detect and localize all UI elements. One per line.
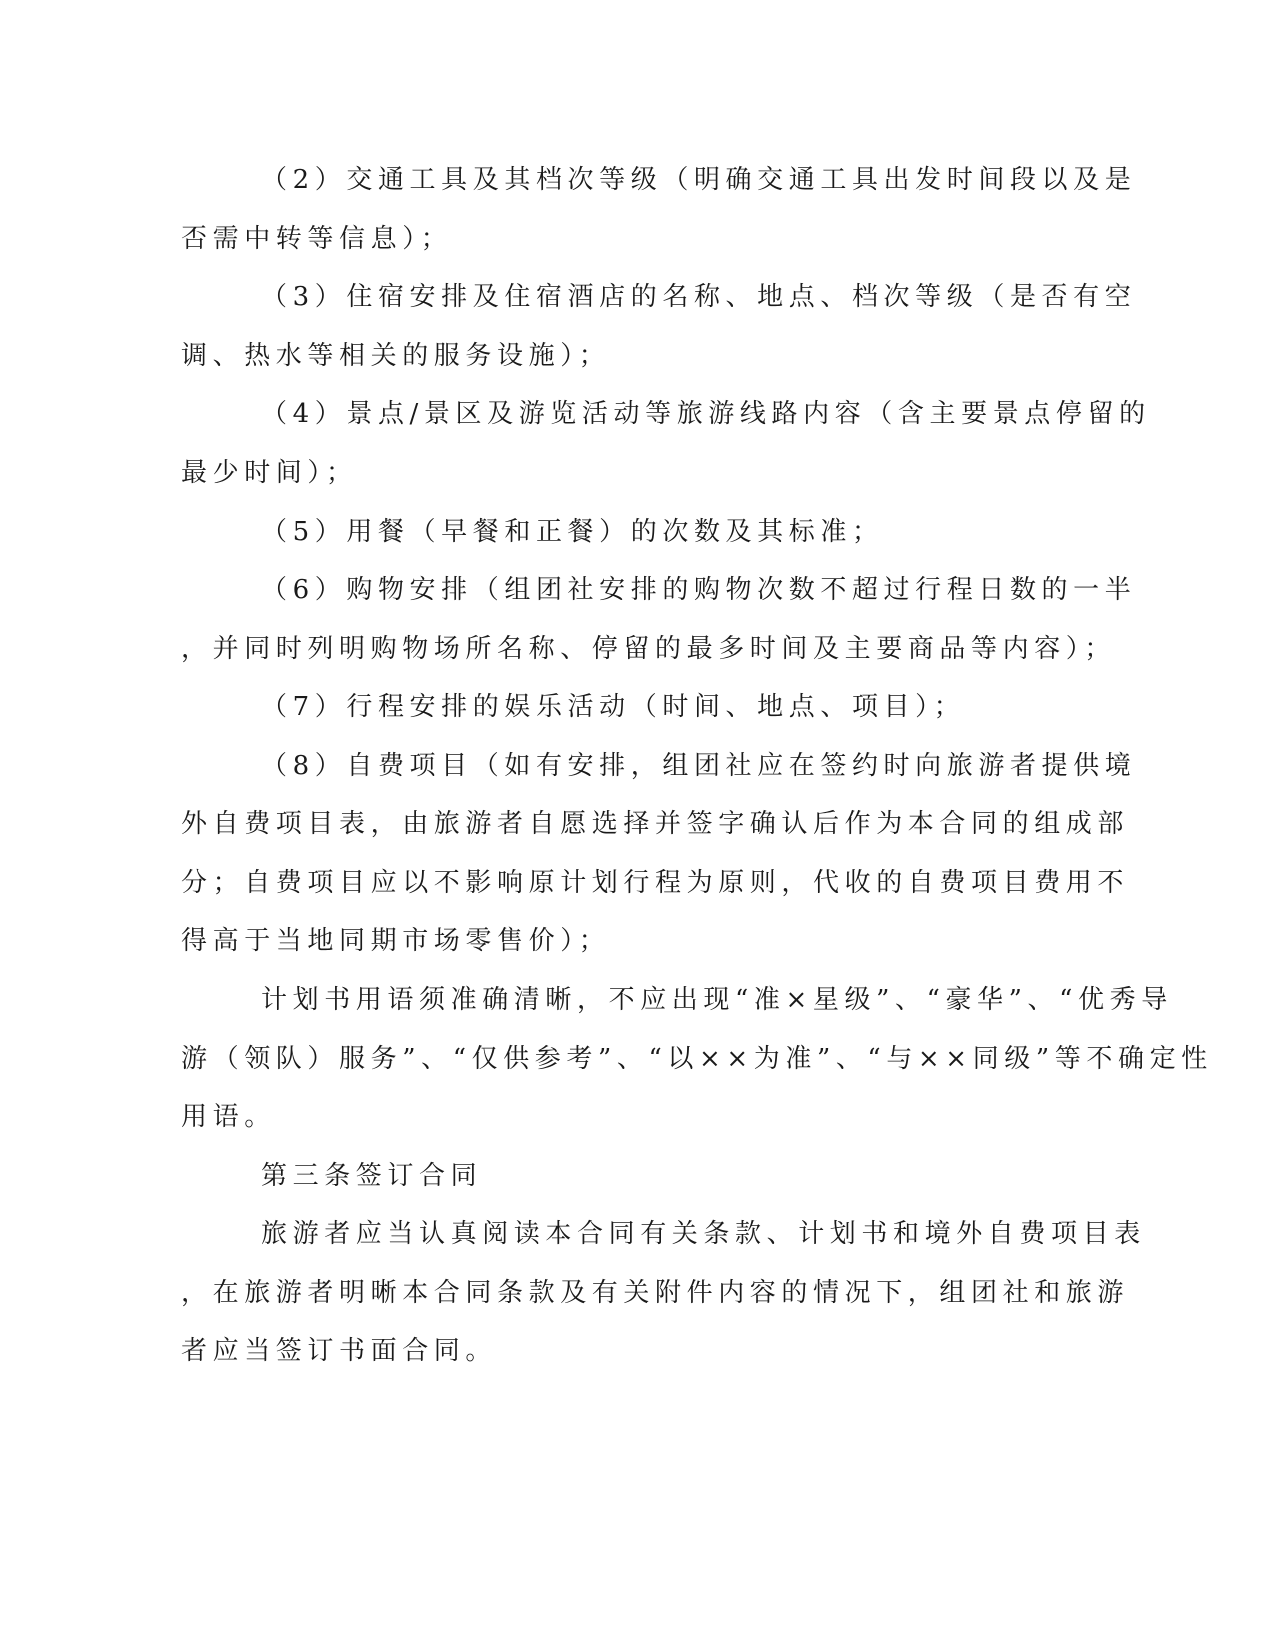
item-8-line-4: 得高于当地同期市场零售价）； [181, 926, 611, 956]
item-3-line-2: 调、热水等相关的服务设施）； [181, 341, 611, 371]
item-7-line-1: （7）行程安排的娱乐活动（时间、地点、项目）； [261, 692, 966, 722]
item-2-line-1: （2）交通工具及其档次等级（明确交通工具出发时间段以及是 [261, 165, 1137, 195]
terms-paragraph-line-3: 用语。 [181, 1102, 276, 1132]
item-4-line-2: 最少时间）； [181, 458, 358, 488]
article-3-paragraph-line-1: 旅游者应当认真阅读本合同有关条款、计划书和境外自费项目表 [261, 1219, 1146, 1249]
item-4-line-1: （4）景点/景区及游览活动等旅游线路内容（含主要景点停留的 [261, 399, 1151, 429]
item-5-line-1: （5）用餐（早餐和正餐）的次数及其标准； [261, 517, 884, 547]
item-6-line-2: ，并同时列明购物场所名称、停留的最多时间及主要商品等内容）； [181, 634, 1117, 664]
terms-paragraph-line-2: 游（领队）服务”、“仅供参考”、“以××为准”、“与××同级”等不确定性 [181, 1044, 1213, 1074]
article-3-paragraph-line-3: 者应当签订书面合同。 [181, 1336, 498, 1366]
item-6-line-1: （6）购物安排（组团社安排的购物次数不超过行程日数的一半 [261, 575, 1137, 605]
item-3-line-1: （3）住宿安排及住宿酒店的名称、地点、档次等级（是否有空 [261, 282, 1137, 312]
item-8-line-3: 分；自费项目应以不影响原计划行程为原则，代收的自费项目费用不 [181, 868, 1130, 898]
item-8-line-2: 外自费项目表，由旅游者自愿选择并签字确认后作为本合同的组成部 [181, 809, 1130, 839]
item-8-line-1: （8）自费项目（如有安排，组团社应在签约时向旅游者提供境 [261, 751, 1137, 781]
item-2-line-2: 否需中转等信息）； [181, 224, 453, 254]
article-3-heading: 第三条签订合同 [261, 1161, 483, 1191]
article-3-paragraph-line-2: ，在旅游者明晰本合同条款及有关附件内容的情况下，组团社和旅游 [181, 1278, 1130, 1308]
terms-paragraph-line-1: 计划书用语须准确清晰，不应出现“准×星级”、“豪华”、“优秀导 [261, 985, 1173, 1015]
